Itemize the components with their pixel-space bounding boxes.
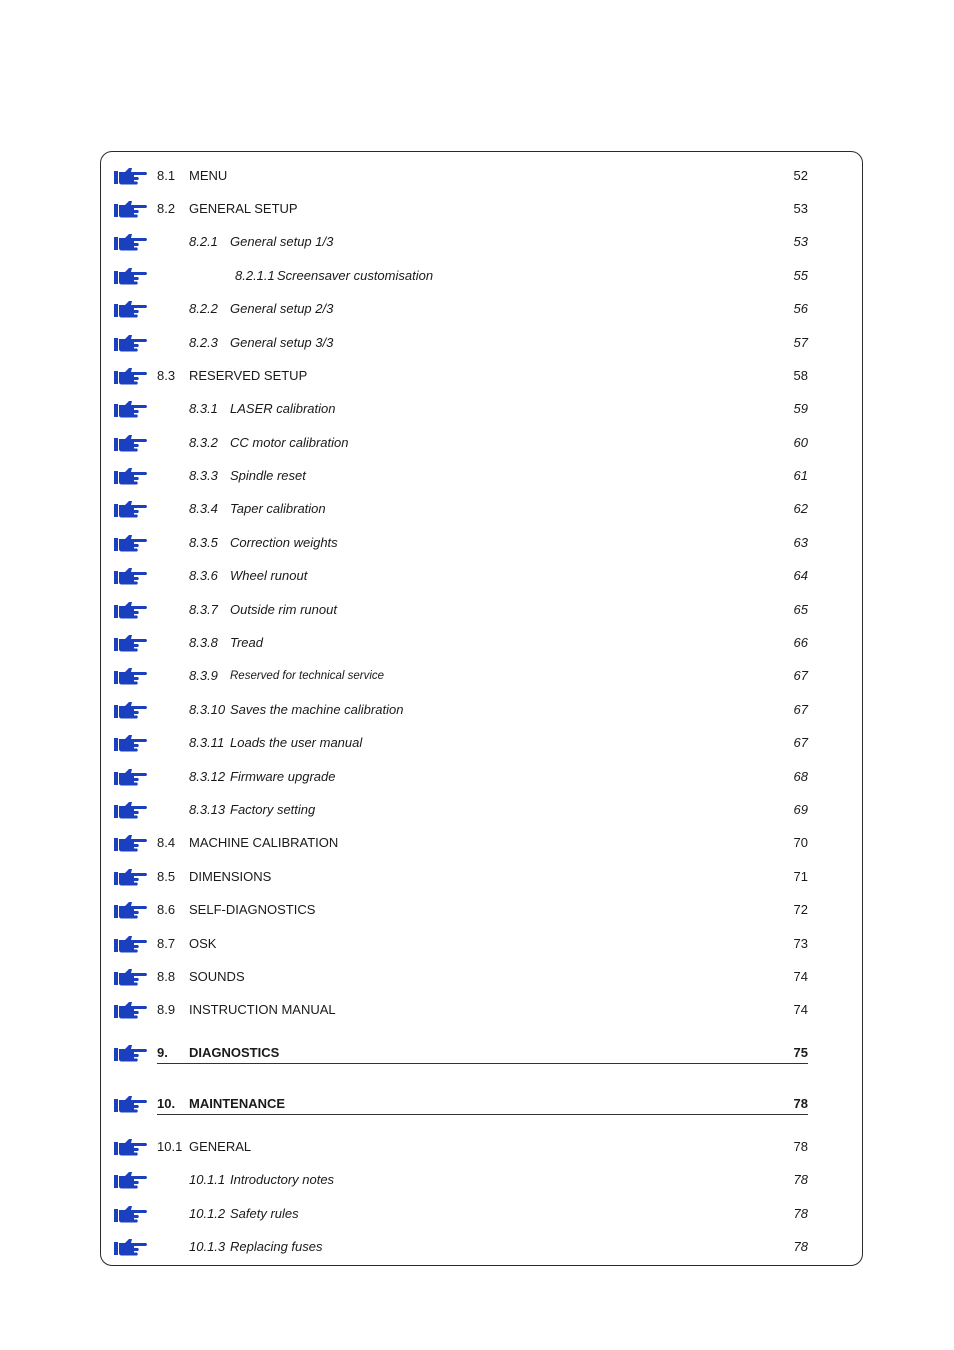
toc-entry-title: CC motor calibration xyxy=(230,435,349,450)
toc-entry-page: 78 xyxy=(793,1139,808,1154)
toc-entry[interactable] xyxy=(112,1168,808,1192)
pointing-hand-icon xyxy=(112,365,148,387)
toc-entry[interactable] xyxy=(112,364,808,388)
toc-entry-page: 63 xyxy=(793,535,808,550)
toc-entry-number: 8.8 xyxy=(157,969,176,984)
toc-entry-page: 59 xyxy=(793,401,808,416)
toc-entry-number: 8.3.7 xyxy=(189,602,218,617)
toc-entry-number: 8.2.1.1 xyxy=(235,268,275,283)
toc-entry[interactable] xyxy=(112,798,808,822)
toc-entry-number: 8.5 xyxy=(157,869,176,884)
toc-entry-title: OSK xyxy=(189,936,217,951)
toc-entry-title: General setup 1/3 xyxy=(230,234,334,249)
pointing-hand-icon xyxy=(112,1136,148,1158)
toc-entry-title: Factory setting xyxy=(230,802,316,817)
toc-entry[interactable] xyxy=(112,1235,808,1259)
toc-entry-title: SOUNDS xyxy=(189,969,245,984)
toc-entry-number: 8.3 xyxy=(157,368,176,383)
toc-entry[interactable] xyxy=(112,164,808,188)
toc-entry-page: 78 xyxy=(793,1096,808,1111)
pointing-hand-icon xyxy=(112,1042,148,1064)
toc-entry-page: 57 xyxy=(793,335,808,350)
pointing-hand-icon xyxy=(112,465,148,487)
toc-entry[interactable] xyxy=(112,631,808,655)
toc-entry-title: SELF-DIAGNOSTICS xyxy=(189,902,316,917)
toc-entry-page: 75 xyxy=(793,1045,808,1060)
pointing-hand-icon xyxy=(112,999,148,1021)
pointing-hand-icon xyxy=(112,1203,148,1225)
pointing-hand-icon xyxy=(112,165,148,187)
toc-entry-title: Outside rim runout xyxy=(230,602,337,617)
toc-entry-page: 73 xyxy=(793,936,808,951)
toc-entry-number: 8.9 xyxy=(157,1002,176,1017)
toc-entry-number: 8.3.3 xyxy=(189,468,218,483)
toc-entry-title: Tread xyxy=(230,635,263,650)
toc-entry-number: 9. xyxy=(157,1045,168,1060)
toc-entry[interactable] xyxy=(112,397,808,421)
pointing-hand-icon xyxy=(112,866,148,888)
pointing-hand-icon xyxy=(112,699,148,721)
toc-entry[interactable] xyxy=(112,331,808,355)
pointing-hand-icon xyxy=(112,832,148,854)
toc-entry-page: 78 xyxy=(793,1172,808,1187)
toc-entry[interactable] xyxy=(112,865,808,889)
toc-entry-number: 8.2 xyxy=(157,201,176,216)
toc-entry-number: 8.3.6 xyxy=(189,568,218,583)
toc-entry-number: 8.3.13 xyxy=(189,802,226,817)
toc-entry-number: 10.1 xyxy=(157,1139,183,1154)
toc-entry[interactable] xyxy=(112,230,808,254)
toc-entry-title: MENU xyxy=(189,168,228,183)
toc-entry-page: 67 xyxy=(793,702,808,717)
toc-entry-number: 8.7 xyxy=(157,936,176,951)
toc-entry[interactable] xyxy=(112,1092,808,1116)
toc-entry-page: 68 xyxy=(793,769,808,784)
toc-entry-title: GENERAL xyxy=(189,1139,252,1154)
toc-entry-number: 8.3.9 xyxy=(189,668,218,683)
toc-entry-page: 66 xyxy=(793,635,808,650)
toc-entry-title: Reserved for technical service xyxy=(230,670,385,682)
toc-entry[interactable] xyxy=(112,1135,808,1159)
toc-entry-page: 78 xyxy=(793,1206,808,1221)
toc-entry-number: 8.1 xyxy=(157,168,176,183)
toc-entry-title: DIMENSIONS xyxy=(189,869,272,884)
toc-entry-number: 8.3.11 xyxy=(189,735,225,750)
toc-entry-number: 8.4 xyxy=(157,835,176,850)
toc-entry-title: Replacing fuses xyxy=(230,1239,323,1254)
toc-entry-page: 65 xyxy=(793,602,808,617)
toc-entry-number: 10. xyxy=(157,1096,176,1111)
toc-entry-title: GENERAL SETUP xyxy=(189,201,298,216)
toc-entry[interactable] xyxy=(112,698,808,722)
pointing-hand-icon xyxy=(112,1169,148,1191)
toc-entry-page: 71 xyxy=(793,869,808,884)
pointing-hand-icon xyxy=(112,498,148,520)
toc-entry-page: 67 xyxy=(793,668,808,683)
chapter-underline xyxy=(157,1063,808,1064)
pointing-hand-icon xyxy=(112,332,148,354)
toc-entry-number: 8.2.1 xyxy=(189,234,218,249)
pointing-hand-icon xyxy=(112,599,148,621)
toc-entry-page: 56 xyxy=(793,301,808,316)
toc-entry-number: 8.2.3 xyxy=(189,335,218,350)
pointing-hand-icon xyxy=(112,265,148,287)
toc-entry[interactable] xyxy=(112,765,808,789)
toc-entry-title: Introductory notes xyxy=(230,1172,335,1187)
toc-entry-title: DIAGNOSTICS xyxy=(189,1045,280,1060)
pointing-hand-icon xyxy=(112,665,148,687)
toc-entry[interactable] xyxy=(112,1202,808,1226)
toc-entry-page: 53 xyxy=(793,201,808,216)
toc-entry-page: 74 xyxy=(793,969,808,984)
toc-entry[interactable] xyxy=(112,1041,808,1065)
pointing-hand-icon xyxy=(112,231,148,253)
toc-entry[interactable] xyxy=(112,464,808,488)
pointing-hand-icon xyxy=(112,532,148,554)
toc-entry-number: 10.1.3 xyxy=(189,1239,226,1254)
toc-entry-page: 64 xyxy=(793,568,808,583)
toc-entry-title: General setup 2/3 xyxy=(230,301,334,316)
toc-entry-page: 70 xyxy=(793,835,808,850)
toc-entry-title: Taper calibration xyxy=(230,501,326,516)
toc-entry-title: MAINTENANCE xyxy=(189,1096,286,1111)
toc-entry-number: 8.6 xyxy=(157,902,176,917)
pointing-hand-icon xyxy=(112,632,148,654)
pointing-hand-icon xyxy=(112,799,148,821)
toc-entry[interactable] xyxy=(112,731,808,755)
pointing-hand-icon xyxy=(112,732,148,754)
toc-entry-page: 55 xyxy=(793,268,808,283)
toc-entry-page: 53 xyxy=(793,234,808,249)
toc-entry[interactable] xyxy=(112,497,808,521)
toc-entry-number: 10.1.2 xyxy=(189,1206,226,1221)
toc-entry[interactable] xyxy=(112,965,808,989)
toc-entry-page: 74 xyxy=(793,1002,808,1017)
pointing-hand-icon xyxy=(112,565,148,587)
toc-entry[interactable] xyxy=(112,932,808,956)
toc-entry-title: RESERVED SETUP xyxy=(189,368,308,383)
pointing-hand-icon xyxy=(112,1236,148,1258)
toc-entry[interactable] xyxy=(112,564,808,588)
pointing-hand-icon xyxy=(112,933,148,955)
toc-entry-title: INSTRUCTION MANUAL xyxy=(189,1002,336,1017)
pointing-hand-icon xyxy=(112,198,148,220)
toc-entry-page: 72 xyxy=(793,902,808,917)
toc-entry[interactable] xyxy=(112,531,808,555)
toc-entry-title: LASER calibration xyxy=(230,401,336,416)
toc-entry[interactable] xyxy=(112,297,808,321)
toc-entry-number: 8.3.4 xyxy=(189,501,218,516)
toc-entry-page: 52 xyxy=(793,168,808,183)
pointing-hand-icon xyxy=(112,966,148,988)
toc-entry-page: 61 xyxy=(793,468,808,483)
toc-entry-page: 58 xyxy=(793,368,808,383)
toc-entry-page: 62 xyxy=(793,501,808,516)
toc-entry[interactable] xyxy=(112,431,808,455)
toc-entry-title: Wheel runout xyxy=(230,568,308,583)
toc-entry-page: 78 xyxy=(793,1239,808,1254)
toc-entry[interactable] xyxy=(112,197,808,221)
pointing-hand-icon xyxy=(112,298,148,320)
toc-entry-title: General setup 3/3 xyxy=(230,335,334,350)
toc-entry[interactable] xyxy=(112,831,808,855)
toc-entry-title: MACHINE CALIBRATION xyxy=(189,835,339,850)
toc-entry-page: 67 xyxy=(793,735,808,750)
toc-entry[interactable] xyxy=(112,998,808,1022)
toc-entry-title: Spindle reset xyxy=(230,468,306,483)
pointing-hand-icon xyxy=(112,432,148,454)
toc-entry-page: 69 xyxy=(793,802,808,817)
toc-entry[interactable] xyxy=(112,664,808,688)
toc-entry-title: Saves the machine calibration xyxy=(230,702,404,717)
chapter-underline xyxy=(157,1114,808,1115)
toc-entry[interactable] xyxy=(112,598,808,622)
toc-entry-number: 8.3.2 xyxy=(189,435,218,450)
toc-entry[interactable] xyxy=(112,898,808,922)
toc-entry-number: 8.3.5 xyxy=(189,535,218,550)
toc-entry[interactable] xyxy=(112,264,808,288)
toc-entry-title: Loads the user manual xyxy=(230,735,363,750)
pointing-hand-icon xyxy=(112,899,148,921)
toc-entry-number: 10.1.1 xyxy=(189,1172,226,1187)
toc-entry-number: 8.3.10 xyxy=(189,702,226,717)
toc-entry-page: 60 xyxy=(793,435,808,450)
pointing-hand-icon xyxy=(112,1093,148,1115)
toc-entry-number: 8.3.8 xyxy=(189,635,218,650)
toc-entry-title: Firmware upgrade xyxy=(230,769,336,784)
pointing-hand-icon xyxy=(112,766,148,788)
toc-entry-number: 8.3.12 xyxy=(189,769,226,784)
toc-entry-title: Correction weights xyxy=(230,535,338,550)
toc-entry-number: 8.2.2 xyxy=(189,301,218,316)
pointing-hand-icon xyxy=(112,398,148,420)
toc-entry-title: Screensaver customisation xyxy=(277,268,434,283)
toc-entry-number: 8.3.1 xyxy=(189,401,218,416)
toc-entry-title: Safety rules xyxy=(230,1206,299,1221)
